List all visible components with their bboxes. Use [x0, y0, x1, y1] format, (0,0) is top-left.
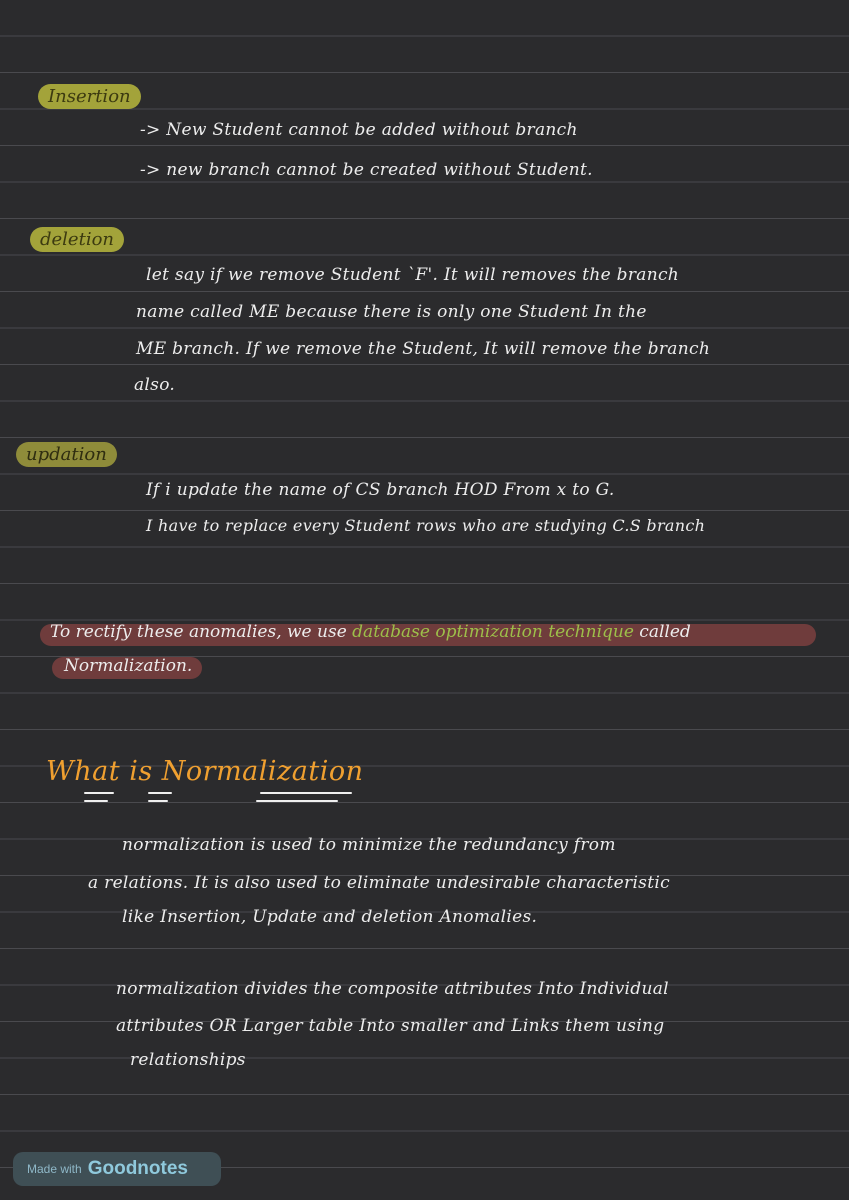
normalization-heading [46, 756, 364, 787]
rectify-text-highlight: database optimization technique [352, 622, 634, 642]
insertion-line-1: -> New Student cannot be added without branch [140, 120, 578, 140]
badge-brand: Goodnotes [87, 1158, 188, 1179]
underline-normalization-2 [256, 800, 338, 802]
deletion-line-3: ME branch. If we remove the Student, It will remove the branch [136, 339, 711, 359]
updation-line-1: If i update the name of CS branch HOD From x to G. [146, 480, 615, 500]
deletion-tag: deletion [30, 227, 124, 252]
goodnotes-badge[interactable] [13, 1152, 221, 1186]
para2-line-2: attributes OR Larger table Into smaller and Links them using [116, 1016, 665, 1036]
badge-prefix: Made with [27, 1162, 82, 1176]
insertion-line-2: -> new branch cannot be created without Student. [140, 160, 593, 180]
para2-line-3: relationships [130, 1050, 246, 1070]
para1-line-2: a relations. It is also used to eliminate undesirable characteristic [88, 873, 670, 893]
rectify-line-2: Normalization. [64, 656, 193, 676]
rectify-text-after: called [633, 622, 691, 642]
para1-line-1: normalization is used to minimize the redundancy from [122, 835, 616, 855]
underline-normalization-1 [260, 792, 352, 794]
rectify-text-before: To rectify these anomalies, we use [50, 622, 353, 642]
insertion-tag: Insertion [38, 84, 141, 109]
deletion-line-1: let say if we remove Student `F'. It will removes the branch [146, 265, 680, 285]
rectify-line-1 [50, 622, 691, 642]
para2-line-1: normalization divides the composite attributes Into Individual [116, 979, 669, 999]
underline-is-1 [148, 792, 172, 794]
underline-what-2 [84, 800, 108, 802]
heading-word-normalization: Normalization [161, 756, 364, 787]
updation-tag: updation [16, 442, 117, 467]
heading-word-is: is [129, 756, 153, 787]
deletion-line-2: name called ME because there is only one Student In the [136, 302, 647, 322]
underline-what-1 [84, 792, 114, 794]
deletion-line-4: also. [134, 375, 176, 395]
updation-line-2: I have to replace every Student rows who are studying C.S branch [146, 516, 706, 535]
heading-word-what: What [46, 756, 121, 787]
underline-is-2 [148, 800, 168, 802]
para1-line-3: like Insertion, Update and deletion Anomalies. [122, 907, 538, 927]
